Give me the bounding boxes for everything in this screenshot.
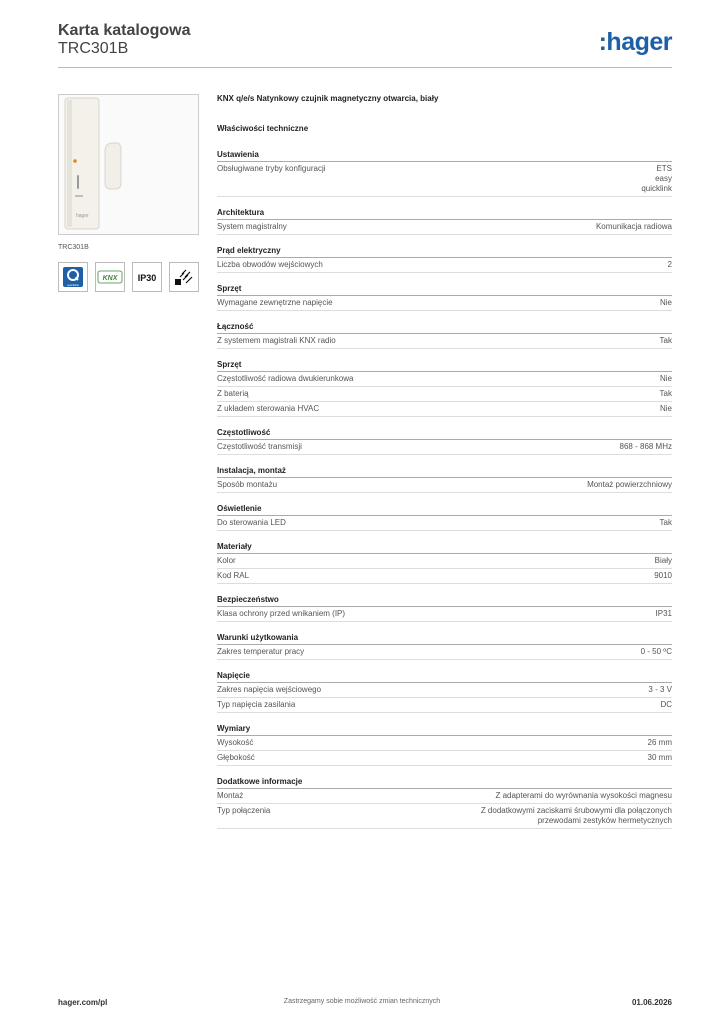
spec-section	[217, 723, 672, 766]
spec-value	[243, 791, 672, 801]
spec-value-line: 0 - 50 ºC	[640, 647, 672, 656]
spec-row	[217, 478, 672, 493]
spec-value-line: Tak	[659, 518, 672, 527]
spec-section	[217, 541, 672, 584]
spec-section	[217, 670, 672, 713]
spec-value-line: Komunikacja radiowa	[595, 222, 672, 231]
spec-label: Z systemem magistrali KNX radio	[217, 336, 336, 345]
spec-row	[217, 569, 672, 584]
knx-badge-label: KNX	[102, 275, 118, 282]
spec-label: Klasa ochrony przed wnikaniem (IP)	[217, 609, 346, 618]
section-title: Architektura	[217, 207, 672, 220]
radio-sensor-badge	[169, 262, 199, 292]
spec-value	[249, 571, 672, 581]
section-title: Łączność	[217, 321, 672, 334]
spec-label: Montaż	[217, 791, 244, 800]
spec-label: Głębokość	[217, 753, 255, 762]
spec-section	[217, 207, 672, 235]
spec-value-line: przewodami zestyków hermetycznych	[537, 816, 672, 825]
spec-label: Z układem sterowania HVAC	[217, 404, 320, 413]
spec-label: Obsługiwane tryby konfiguracji	[217, 164, 326, 173]
spec-value-line: 30 mm	[647, 753, 672, 762]
page-subtitle: TRC301B	[58, 40, 129, 57]
spec-label: Kolor	[217, 556, 236, 565]
section-title: Warunki użytkowania	[217, 632, 672, 645]
section-title: Prąd elektryczny	[217, 245, 672, 258]
spec-section	[217, 321, 672, 349]
spec-row	[217, 220, 672, 235]
spec-value	[302, 442, 672, 452]
spec-label: System magistralny	[217, 222, 287, 231]
spec-value	[286, 518, 672, 528]
spec-row	[217, 516, 672, 531]
spec-label: Sposób montażu	[217, 480, 278, 489]
spec-row	[217, 645, 672, 660]
spec-value	[277, 480, 672, 490]
spec-section	[217, 427, 672, 455]
spec-section	[217, 149, 672, 197]
spec-value	[287, 222, 672, 232]
spec-value-line: 3 - 3 V	[648, 685, 672, 694]
certification-icons	[58, 262, 199, 292]
spec-row	[217, 296, 672, 311]
technical-properties-title: Właściwości techniczne	[217, 124, 309, 133]
spec-row	[217, 789, 672, 804]
spec-row	[217, 554, 672, 569]
spec-value	[270, 806, 672, 826]
spec-value	[336, 336, 672, 346]
spec-value-line: Z adapterami do wyrównania wysokości magnesu	[495, 791, 672, 800]
spec-value-line: Nie	[659, 374, 672, 383]
page-title: Karta katalogowa	[58, 22, 191, 39]
quicklink-icon	[62, 266, 84, 288]
footer-website: hager.com/pl	[58, 998, 108, 1007]
spec-value-line: Montaż powierzchniowy	[587, 480, 672, 489]
product-image	[58, 94, 199, 235]
spec-label: Częstotliwość transmisji	[217, 442, 302, 451]
spec-value	[236, 556, 672, 566]
spec-label: Liczba obwodów wejściowych	[217, 260, 323, 269]
section-title: Bezpieczeństwo	[217, 594, 672, 607]
spec-section	[217, 283, 672, 311]
spec-label: Częstotliwość radiowa dwukierunkowa	[217, 374, 354, 383]
spec-row	[217, 683, 672, 698]
spec-label: Typ napięcia zasilania	[217, 700, 296, 709]
spec-value-line: DC	[660, 700, 672, 709]
ip-rating-label: IP30	[137, 273, 157, 283]
spec-row	[217, 334, 672, 349]
sensor-illustration	[59, 95, 198, 234]
spec-value-line: Tak	[659, 389, 672, 398]
spec-section	[217, 594, 672, 622]
spec-value-line: Z dodatkowymi zaciskami śrubowymi dla połączonych	[480, 806, 672, 815]
spec-value-line: Nie	[659, 404, 672, 413]
section-title: Dodatkowe informacje	[217, 776, 672, 789]
section-title: Instalacja, montaż	[217, 465, 672, 478]
hager-logo: :hager	[598, 28, 672, 56]
spec-row	[217, 440, 672, 455]
spec-label: Kod RAL	[217, 571, 250, 580]
spec-row	[217, 607, 672, 622]
spec-value	[323, 260, 672, 270]
ip-rating-icon	[134, 269, 160, 285]
spec-value	[319, 404, 672, 414]
footer-disclaimer: Zastrzegamy sobie możliwość zmian technicznych	[283, 998, 441, 1005]
section-title: Oświetlenie	[217, 503, 672, 516]
header-divider	[58, 67, 672, 68]
spec-row	[217, 387, 672, 402]
spec-label: Typ połączenia	[217, 806, 271, 815]
product-image-brand: hager	[76, 213, 89, 219]
spec-row	[217, 258, 672, 273]
section-title: Materiały	[217, 541, 672, 554]
section-title: Napięcie	[217, 670, 672, 683]
spec-row	[217, 698, 672, 713]
spec-value	[354, 374, 672, 384]
spec-value-line: Biały	[654, 556, 672, 565]
ip-rating-badge	[132, 262, 162, 292]
spec-row	[217, 751, 672, 766]
radio-signal-icon	[172, 265, 196, 289]
spec-label: Wymagane zewnętrzne napięcie	[217, 298, 333, 307]
spec-value-line: 2	[667, 260, 672, 269]
spec-section	[217, 632, 672, 660]
spec-value-line: Tak	[659, 336, 672, 345]
spec-row	[217, 372, 672, 387]
spec-value	[295, 700, 672, 710]
section-title: Sprzęt	[217, 283, 672, 296]
spec-value	[326, 164, 673, 194]
product-description: KNX q/e/s Natynkowy czujnik magnetyczny otwarcia, biały	[217, 94, 439, 103]
spec-value-line: 26 mm	[647, 738, 672, 747]
spec-row	[217, 402, 672, 417]
spec-value-line: Nie	[659, 298, 672, 307]
spec-content	[217, 94, 672, 839]
spec-label: Do sterowania LED	[217, 518, 286, 527]
spec-label: Zakres napięcia wejściowego	[217, 685, 322, 694]
spec-value-line: easy	[655, 174, 672, 183]
spec-label: Wysokość	[217, 738, 254, 747]
spec-label: Z baterią	[217, 389, 249, 398]
quicklink-badge-label: quicklink	[67, 283, 79, 287]
spec-section	[217, 776, 672, 829]
section-title: Ustawienia	[217, 149, 672, 162]
knx-badge	[95, 262, 125, 292]
product-caption: TRC301B	[58, 244, 89, 251]
spec-value-line: quicklink	[641, 184, 672, 193]
spec-value-line: IP31	[655, 609, 672, 618]
spec-section	[217, 503, 672, 531]
spec-section	[217, 359, 672, 417]
spec-value	[304, 647, 672, 657]
spec-row	[217, 804, 672, 829]
spec-value-line: ETS	[656, 164, 672, 173]
spec-value	[255, 753, 672, 763]
spec-section	[217, 465, 672, 493]
section-title: Częstotliwość	[217, 427, 672, 440]
spec-row	[217, 736, 672, 751]
spec-value-line: 9010	[654, 571, 672, 580]
spec-row	[217, 162, 672, 197]
spec-value	[345, 609, 672, 619]
spec-label: Zakres temperatur pracy	[217, 647, 305, 656]
quicklink-badge	[58, 262, 88, 292]
spec-value	[333, 298, 672, 308]
section-title: Wymiary	[217, 723, 672, 736]
knx-logo-icon	[97, 269, 123, 285]
spec-value	[253, 738, 672, 748]
spec-value	[249, 389, 672, 399]
spec-value	[321, 685, 672, 695]
section-title: Sprzęt	[217, 359, 672, 372]
spec-value-line: 868 - 868 MHz	[619, 442, 672, 451]
spec-sections	[217, 149, 672, 829]
spec-section	[217, 245, 672, 273]
footer-date: 01.06.2026	[631, 998, 672, 1007]
